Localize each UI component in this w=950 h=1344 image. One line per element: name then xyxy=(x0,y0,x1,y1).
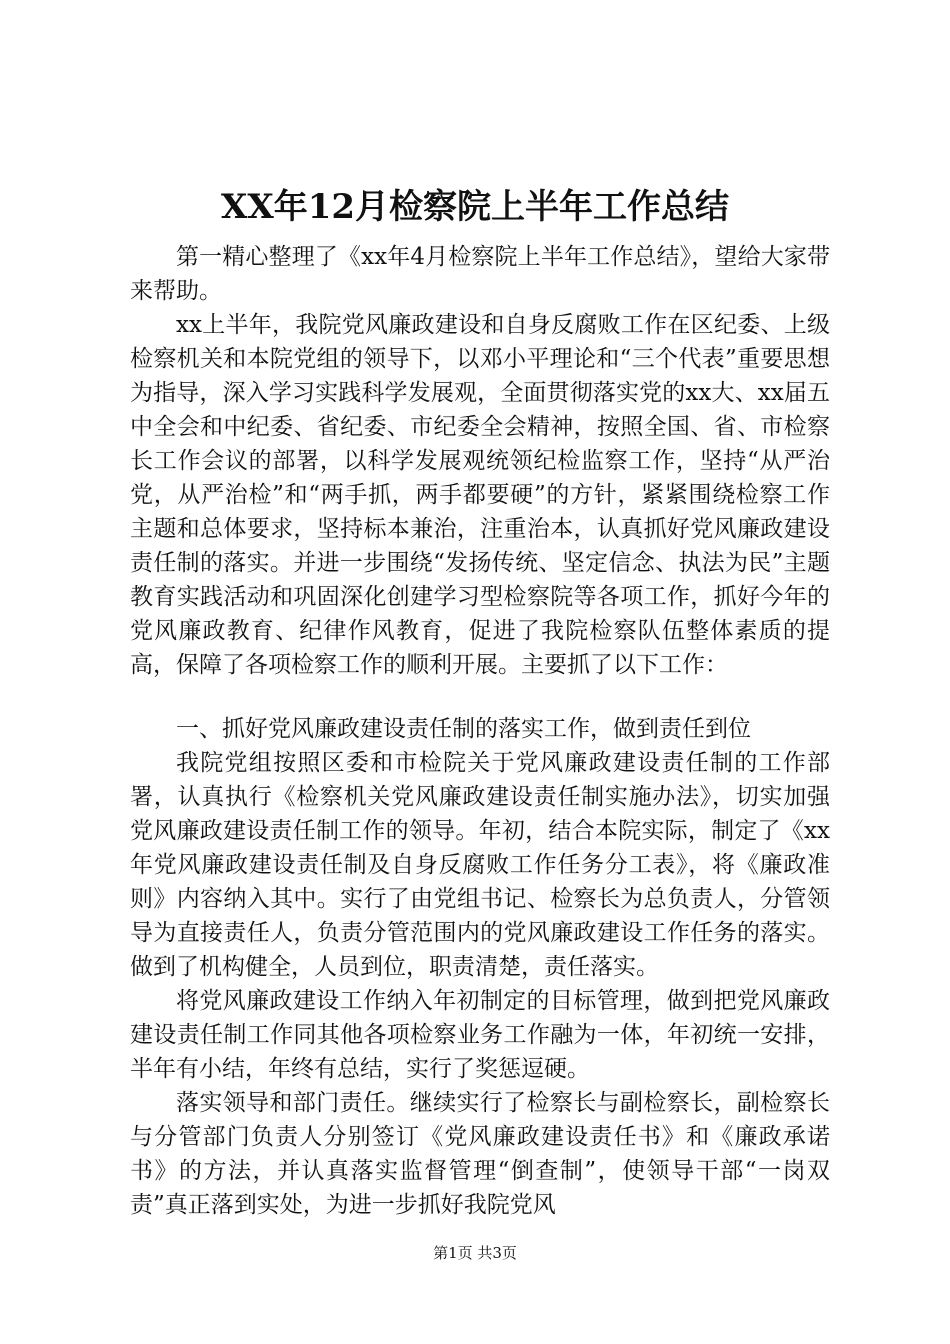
paragraph-gap xyxy=(130,682,830,712)
intro-paragraph: 第一精心整理了《xx年4月检察院上半年工作总结》，望给大家带来帮助。 xyxy=(130,244,830,304)
paragraph-1: xx上半年，我院党风廉政建设和自身反腐败工作在区纪委、上级检察机关和本院党组的领导下，以邓小平理论和“三个代表”重要思想为指导，深入学习实践科学发展观，全面贯彻落实党的xx大、xx届五中全会和中纪委、省纪委、市纪委全会精神，按照全国、省、市检察长工作会议的部署，以科学发展观统领纪检监察工作，坚持“从严治党，从严治检”和“两手抓，两手都要硬”的方针，紧紧围绕检察工作主题和总体要求，坚持标本兼治，注重治本，认真抓好党风廉政建设责任制的落实。并进一步围绕“发扬传统、坚定信念、执法为民”主题教育实践活动和巩固深化创建学习型检察院等各项工作，抓好今年的党风廉政教育、纪律作风教育，促进了我院检察队伍整体素质的提高，保障了各项检察工作的顺利开展。主要抓了以下工作： xyxy=(130,312,830,678)
paragraph-2: 我院党组按照区委和市检院关于党风廉政建设责任制的工作部署，认真执行《检察机关党风廉政建设责任制实施办法》，切实加强党风廉政建设责任制工作的领导。年初，结合本院实际，制定了《xx年党风廉政建设责任制及自身反腐败工作任务分工表》，将《廉政准则》内容纳入其中。实行了由党组书记、检察长为总负责人，分管领导为直接责任人，负责分管范围内的党风廉政建设工作任务的落实。做到了机构健全，人员到位，职责清楚，责任落实。 xyxy=(130,750,830,980)
document-body xyxy=(130,240,830,1222)
paragraph-4: 落实领导和部门责任。继续实行了检察长与副检察长，副检察长与分管部门负责人分别签订《党风廉政建设责任书》和《廉政承诺书》的方法，并认真落实监督管理“倒查制”，使领导干部“一岗双责”真正落到实处，为进一步抓好我院党风 xyxy=(130,1090,830,1218)
paragraph-3: 将党风廉政建设工作纳入年初制定的目标管理，做到把党风廉政建设责任制工作同其他各项检察业务工作融为一体，年初统一安排，半年有小结，年终有总结，实行了奖惩逗硬。 xyxy=(130,988,830,1082)
page-footer: 第1页 共3页 xyxy=(433,1244,517,1262)
section-1-heading: 一、抓好党风廉政建设责任制的落实工作，做到责任到位 xyxy=(176,716,751,742)
document-title: XX年12月检察院上半年工作总结 xyxy=(220,187,730,227)
